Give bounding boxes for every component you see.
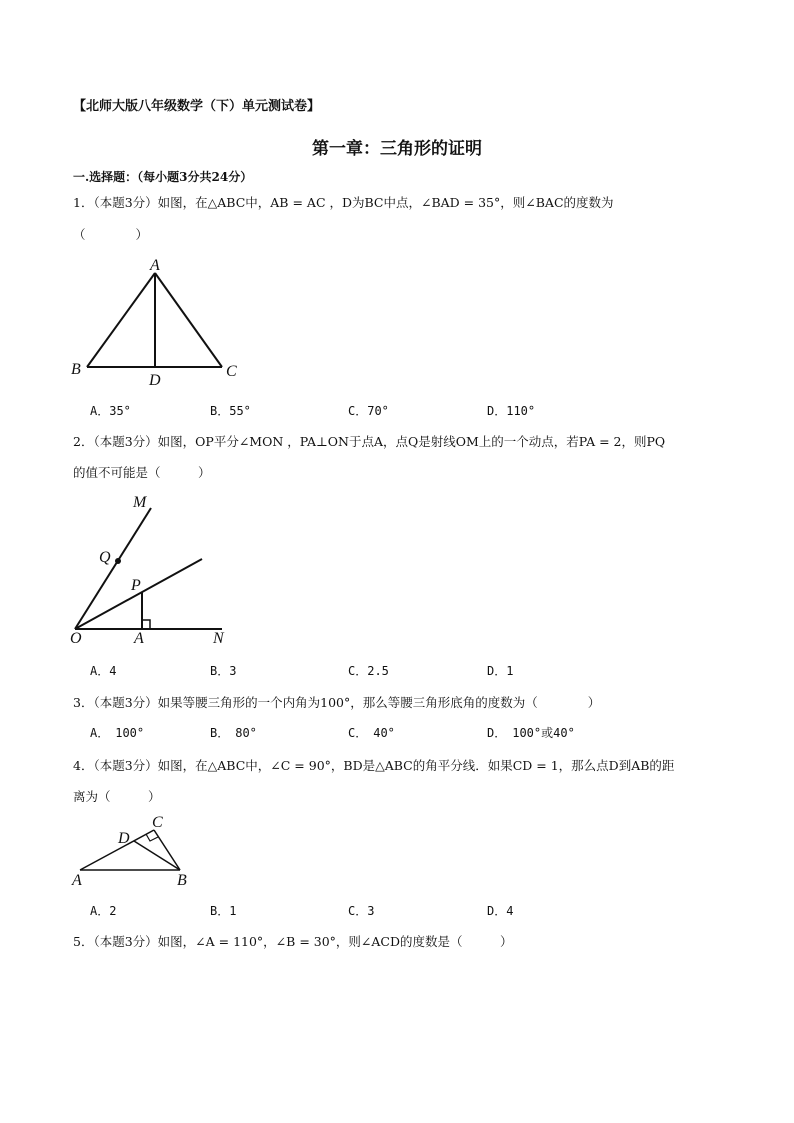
question-2-stem: 2．（本题3分）如图，OP平分∠MON ，PA⊥ON于点A，点Q是射线OM上的一个动点，若PA = 2，则PQ (73, 434, 666, 449)
q3-option-c[interactable]: C． 40° (348, 726, 395, 740)
chapter-title: 第一章：三角形的证明 (312, 139, 482, 159)
question-5-stem: 5．（本题3分）如图，∠A = 110°，∠B = 30°，则∠ACD的度数是（ ） (73, 934, 513, 949)
label-a: A (72, 872, 82, 889)
section-heading: 一.选择题：（每小题3分共24分） (73, 170, 253, 184)
q4-option-a[interactable]: A．2 (90, 904, 117, 918)
q2-option-d[interactable]: D．1 (487, 664, 514, 678)
question-3-stem: 3．（本题3分）如果等腰三角形的一个内角为100°，那么等腰三角形底角的度数为（ ） (73, 695, 601, 710)
label-c: C (226, 363, 237, 380)
question-1-stem: 1．（本题3分）如图，在△ABC中，AB = AC ，D为BC中点，∠BAD = 35°，则∠BAC的度数为 (73, 195, 614, 210)
question-2-stem-cont: 的值不可能是（ ） (73, 465, 211, 480)
label-a2: A (134, 630, 144, 647)
q1-option-b[interactable]: B．55° (210, 404, 251, 418)
q3-option-a[interactable]: A． 100° (90, 726, 145, 740)
label-o: O (70, 630, 82, 647)
label-q: Q (99, 549, 111, 566)
q1-option-c[interactable]: C．70° (348, 404, 389, 418)
q3-option-d[interactable]: D． 100°或40° (487, 726, 575, 740)
q4-option-b[interactable]: B．1 (210, 904, 237, 918)
q1-option-d[interactable]: D．110° (487, 404, 536, 418)
label-a: A (150, 257, 160, 274)
q4-option-d[interactable]: D．4 (487, 904, 514, 918)
label-d: D (149, 372, 161, 389)
question-1-stem-cont: （ ） (73, 227, 149, 242)
label-n: N (213, 630, 224, 647)
label-p: P (131, 577, 141, 594)
q3-option-b[interactable]: B． 80° (210, 726, 257, 740)
label-b: B (177, 872, 187, 889)
q2-option-b[interactable]: B．3 (210, 664, 237, 678)
segment-cb (154, 830, 180, 870)
label-d: D (118, 830, 130, 847)
q2-option-a[interactable]: A．4 (90, 664, 117, 678)
label-b: B (71, 361, 81, 378)
q4-option-c[interactable]: C．3 (348, 904, 375, 918)
segment-ac (80, 830, 154, 870)
label-c: C (152, 814, 163, 831)
right-angle-mark-c (146, 834, 158, 841)
q2-option-c[interactable]: C．2.5 (348, 664, 389, 678)
question-4-stem: 4．（本题3分）如图，在△ABC中，∠C = 90°，BD是△ABC的角平分线．如果CD = 1，那么点D到AB的距 (73, 758, 675, 773)
segment-bd (134, 841, 180, 870)
q1-option-a[interactable]: A．35° (90, 404, 131, 418)
label-m: M (133, 494, 147, 511)
paper-header: 【北师大版八年级数学（下）单元测试卷】 (73, 99, 321, 114)
question-4-stem-cont: 离为（ ） (73, 789, 161, 804)
